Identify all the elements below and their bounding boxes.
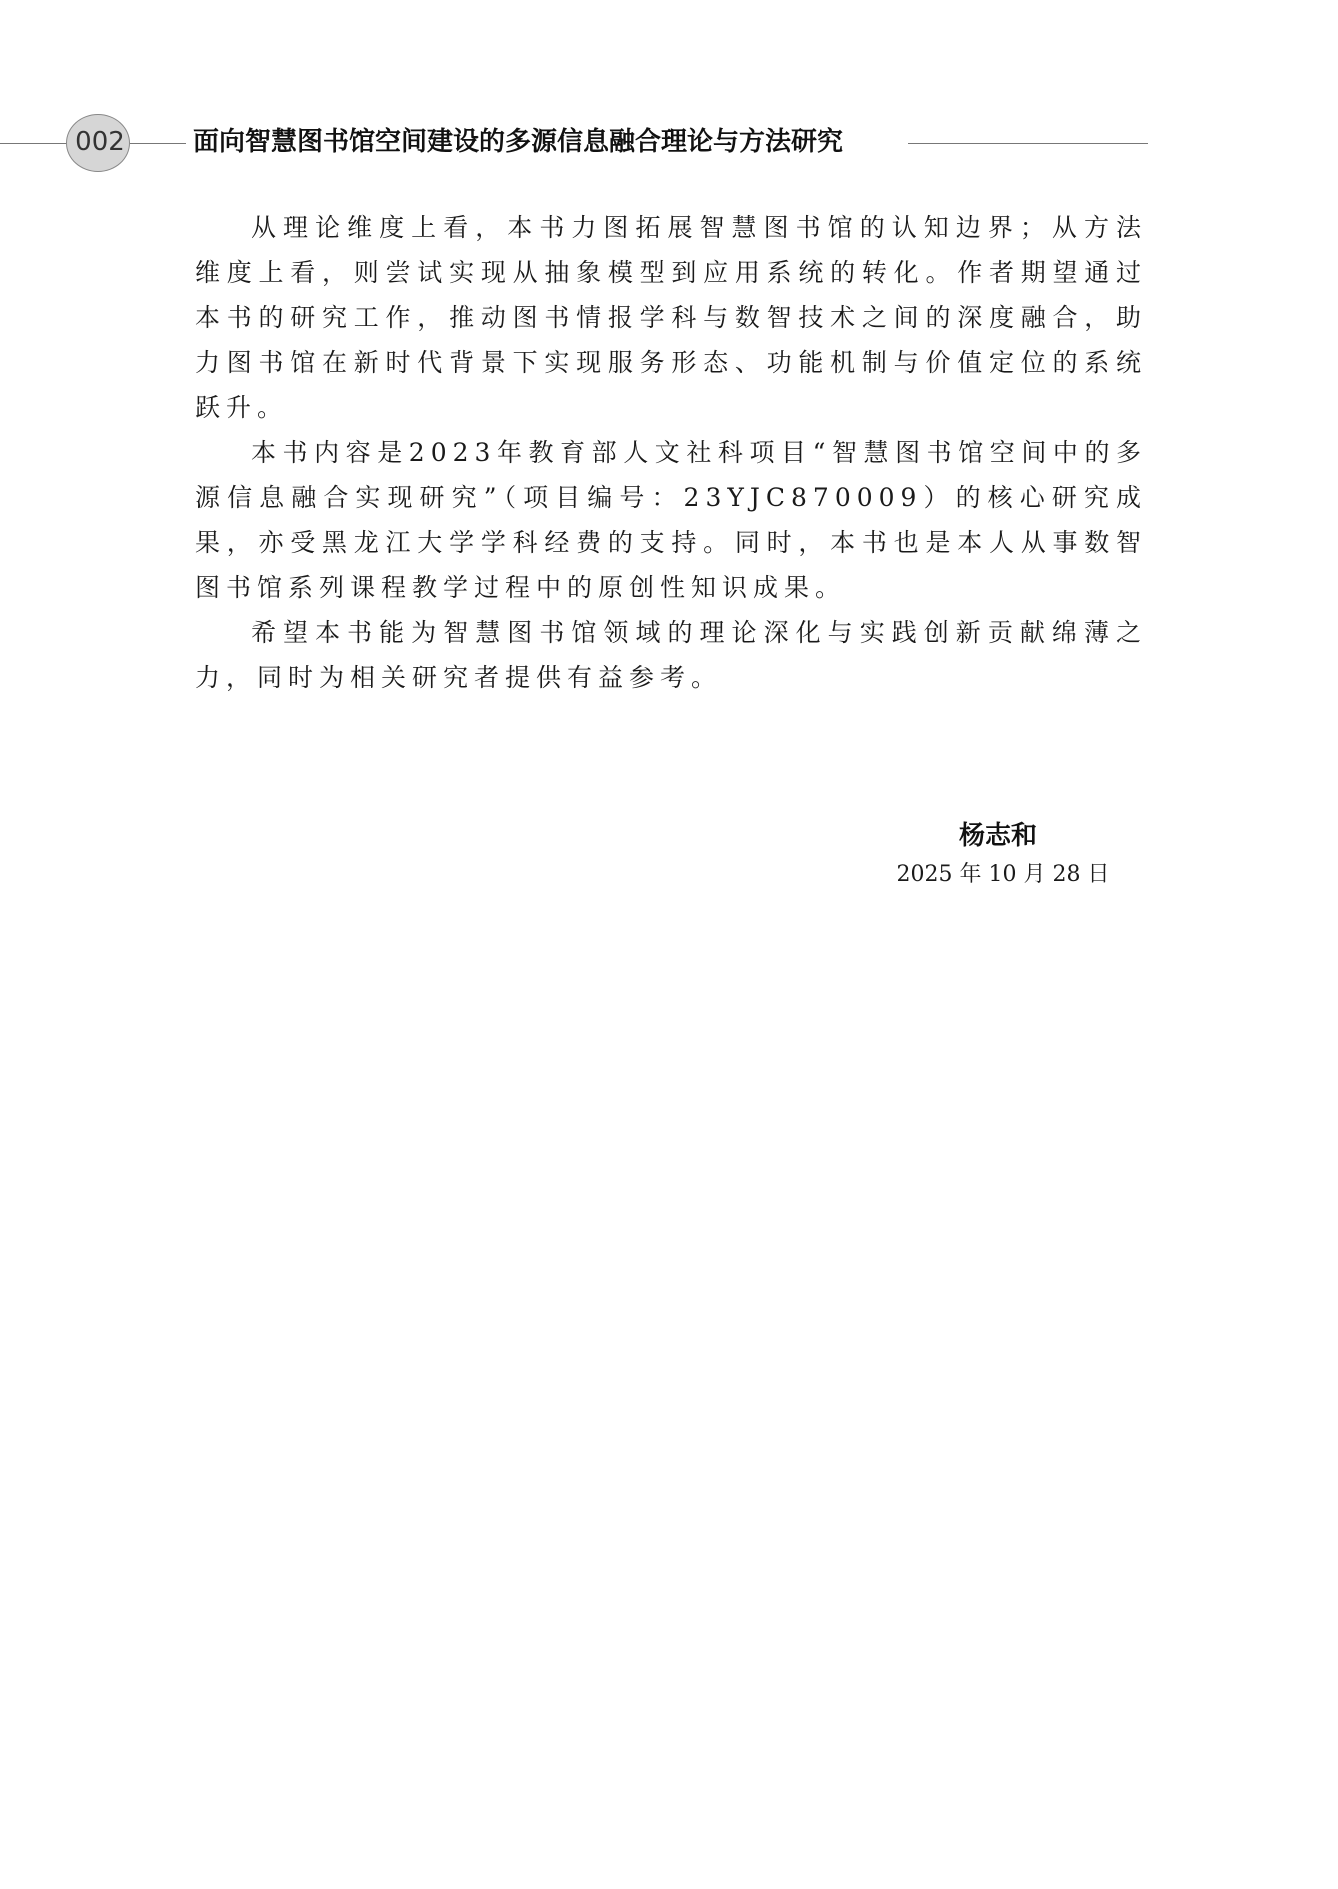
book-title: 面向智慧图书馆空间建设的多源信息融合理论与方法研究 [193,127,844,157]
header-rule-middle [130,143,186,144]
header-rule-left [0,143,68,144]
header-rule-right [908,143,1148,144]
body-text [195,205,1147,700]
paragraph: 本书内容是2023年教育部人文社科项目“智慧图书馆空间中的多源信息融合实现研究”（项目编号：23YJC870009）的核心研究成果，亦受黑龙江大学学科经费的支持。同时，本书也是本人从事数智图书馆系列课程教学过程中的原创性知识成果。 [195,438,1147,602]
author-name: 杨志和 [958,821,1037,851]
paragraph: 希望本书能为智慧图书馆领域的理论深化与实践创新贡献绵薄之力，同时为相关研究者提供有益参考。 [195,618,1147,692]
running-header [0,112,1338,172]
paragraph: 从理论维度上看，本书力图拓展智慧图书馆的认知边界；从方法维度上看，则尝试实现从抽象模型到应用系统的转化。作者期望通过本书的研究工作，推动图书情报学科与数智技术之间的深度融合，助力图书馆在新时代背景下实现服务形态、功能机制与价值定位的系统跃升。 [195,213,1147,422]
page-number: 002 [75,127,125,157]
signature-date: 2025 年 10 月 28 日 [896,862,1110,887]
